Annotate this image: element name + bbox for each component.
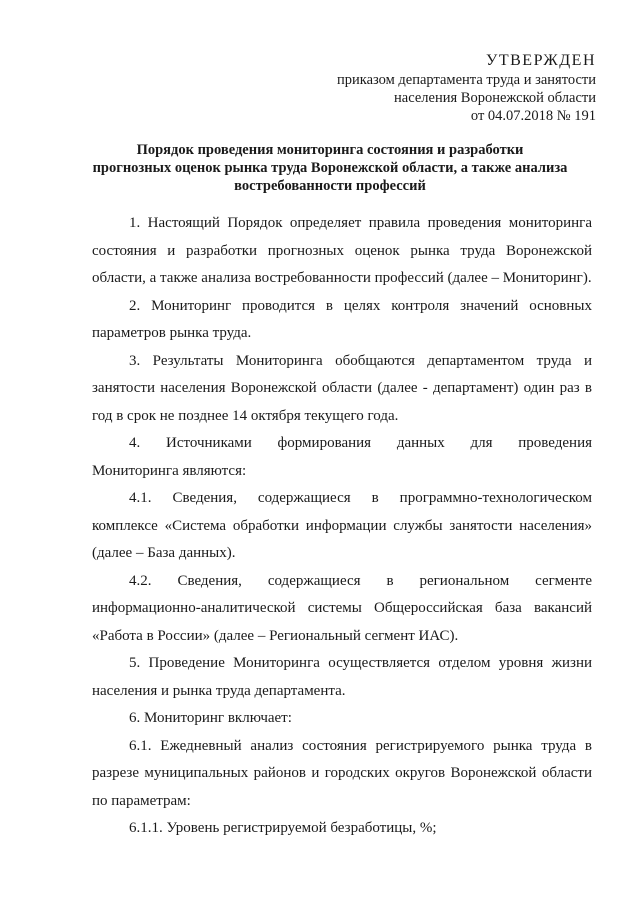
paragraph-first-line: 4.2. Сведения, содержащиеся в региональном сегменте <box>129 572 592 589</box>
paragraph-text: параметров рынка труда. <box>92 325 252 341</box>
title-line-2: прогнозных оценок рынка труда Воронежской области, а также анализа <box>92 160 568 176</box>
paragraph-first-line: 5. Проведение Мониторинга осуществляется отделом уровня жизни <box>129 655 592 671</box>
paragraph-text: Мониторинга являются: <box>92 462 247 479</box>
paragraph-first-line: 1. Настоящий Порядок определяет правила проведения мониторинга <box>129 215 592 231</box>
title-line-3: востребованности профессий <box>234 178 426 194</box>
paragraph-text: разрезе муниципальных районов и городских округов Воронежской области по параметрам: <box>92 765 592 809</box>
paragraph-3 <box>92 348 592 431</box>
paragraph-4 <box>92 430 592 485</box>
paragraph-4-2 <box>92 568 592 651</box>
paragraph-5 <box>92 650 592 705</box>
title-line-1: Порядок проведения мониторинга состояния и разработки <box>136 142 524 158</box>
paragraph-text: 6.1.1. Уровень регистрируемой безработицы, %; <box>129 820 437 836</box>
approval-line-3: от 04.07.2018 № 191 <box>470 108 596 124</box>
paragraph-first-line: 6.1. Ежедневный анализ состояния регистрируемого рынка труда в <box>129 737 592 754</box>
paragraph-first-line: 3. Результаты Мониторинга обобщаются департаментом труда и <box>129 352 592 369</box>
paragraph-text: комплексе «Система обработки информации службы занятости населения» (далее – База данных). <box>92 517 592 561</box>
paragraph-6 <box>92 705 592 733</box>
paragraph-2 <box>92 293 592 348</box>
paragraph-first-line: 2. Мониторинг проводится в целях контроля значений основных <box>129 297 592 314</box>
document-body <box>92 210 592 843</box>
approval-stamp <box>337 52 596 125</box>
document-title <box>60 141 600 195</box>
paragraph-6-1 <box>92 733 592 816</box>
approval-line-1: приказом департамента труда и занятости <box>336 72 596 88</box>
paragraph-first-line: 4. Источниками формирования данных для проведения <box>129 435 592 451</box>
paragraph-text: населения и рынка труда департамента. <box>92 682 346 699</box>
paragraph-6-1-1 <box>92 815 592 843</box>
paragraph-1 <box>92 210 592 293</box>
paragraph-4-1 <box>92 485 592 568</box>
paragraph-text: 6. Мониторинг включает: <box>129 710 292 726</box>
paragraph-first-line: 4.1. Сведения, содержащиеся в программно-технологическом <box>129 490 592 506</box>
approval-heading: УТВЕРЖДЕН <box>486 52 596 69</box>
paragraph-text: информационно-аналитической системы Общероссийская база вакансий «Работа в России» (далее – Региональный сегмент ИАС). <box>92 600 592 644</box>
paragraph-text: занятости населения Воронежской области (далее - департамент) один раз в год в срок не позднее 14 октября текущего года. <box>92 380 592 424</box>
paragraph-text: состояния и разработки прогнозных оценок рынка труда Воронежской области, а также анализа востребованности профессий (далее – Мониторинг). <box>92 242 592 286</box>
approval-line-2: населения Воронежской области <box>394 90 596 106</box>
